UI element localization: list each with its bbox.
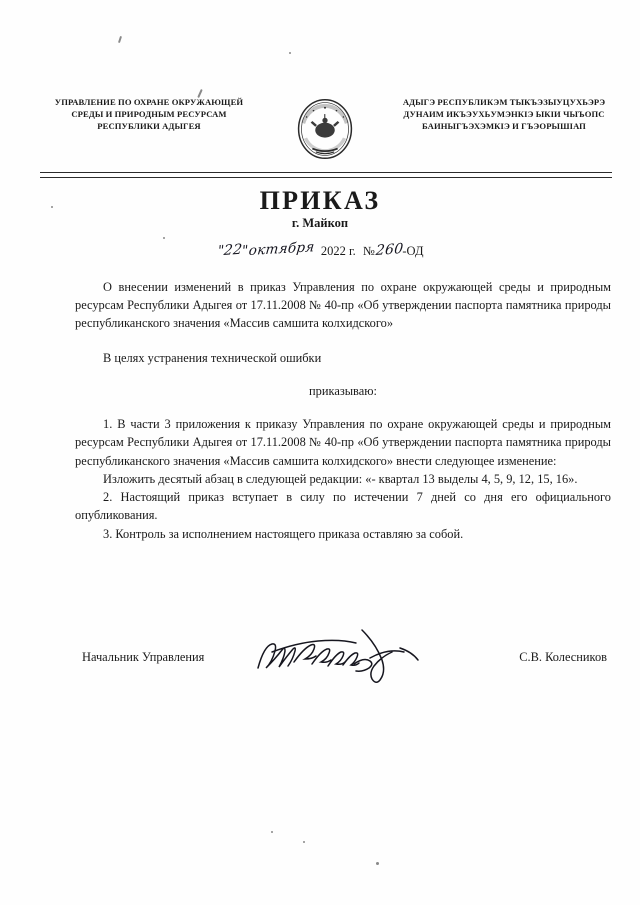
document-dateline [0, 239, 640, 259]
order-number-prefix: № [362, 244, 375, 258]
order-word: приказываю: [309, 383, 377, 398]
signature-row [82, 650, 607, 665]
date-year: 2022 г. [320, 244, 356, 258]
date-day-handwritten: 22 [223, 241, 244, 259]
scan-speck [163, 237, 165, 239]
document-body [75, 278, 611, 543]
coat-of-arms-icon [296, 98, 354, 160]
signature-position: Начальник Управления [82, 650, 205, 664]
header-divider [40, 172, 612, 178]
order-number-handwritten: 260 [374, 240, 405, 259]
scan-speck [51, 206, 53, 208]
scan-speck [376, 862, 379, 865]
date-month-handwritten: октября [247, 239, 316, 259]
emblem-container [292, 96, 358, 160]
document-title: ПРИКАЗ [259, 186, 381, 215]
order-item-2: 2. Настоящий приказ вступает в силу по истечении 7 дней со дня его официального опубликования. [75, 490, 611, 523]
purpose-paragraph: В целях устранения технической ошибки [103, 350, 322, 365]
signature-name: С.В. Колесников [519, 650, 607, 664]
order-number-suffix: -ОД [402, 244, 424, 258]
scan-speck [118, 36, 122, 43]
scan-speck [303, 841, 305, 843]
document-city: г. Майкоп [291, 216, 349, 230]
scan-speck [271, 831, 273, 833]
header-right-organization: АДЫГЭ РЕСПУБЛИКЭМ ТЫКЪЭЗЫУЦУХЬЭРЭ ДУНАИМ ИКЪЭУХЬУМЭНКIЭ ЫКIИ ЧЫЪОПС БАИНЫГЪЭХЭМКIЭ И ГЪЭОРЫШIАП [402, 97, 606, 132]
order-item-1: 1. В части 3 приложения к приказу Управления по охране окружающей среды и природным ресурсам Республики Адыгея от 17.11.2008 № 40-пр «Об утверждении паспорта памятника природы республиканского значения «Массив самшита колхидского» внести следующее изменение: [75, 417, 611, 468]
date-quote-close: " [241, 242, 250, 259]
order-item-1-edit: Изложить десятый абзац в следующей редакции: «- квартал 13 выделы 4, 5, 9, 12, 15, 16». [103, 471, 578, 486]
preamble-paragraph: О внесении изменений в приказ Управления по охране окружающей среды и природным ресурсам Республики Адыгея от 17.11.2008 № 40-пр «Об утверждении паспорта памятника природы республиканского значения «Массив самшита колхидского» [75, 280, 611, 331]
document-header [46, 96, 610, 160]
header-left-organization: УПРАВЛЕНИЕ ПО ОХРАНЕ ОКРУЖАЮЩЕЙ СРЕДЫ И ПРИРОДНЫМ РЕСУРСАМ РЕСПУБЛИКИ АДЫГЕЯ [54, 97, 244, 132]
order-item-3: 3. Контроль за исполнением настоящего приказа оставляю за собой. [103, 526, 464, 541]
date-quote-open: " [216, 242, 225, 259]
scan-speck [289, 52, 291, 54]
